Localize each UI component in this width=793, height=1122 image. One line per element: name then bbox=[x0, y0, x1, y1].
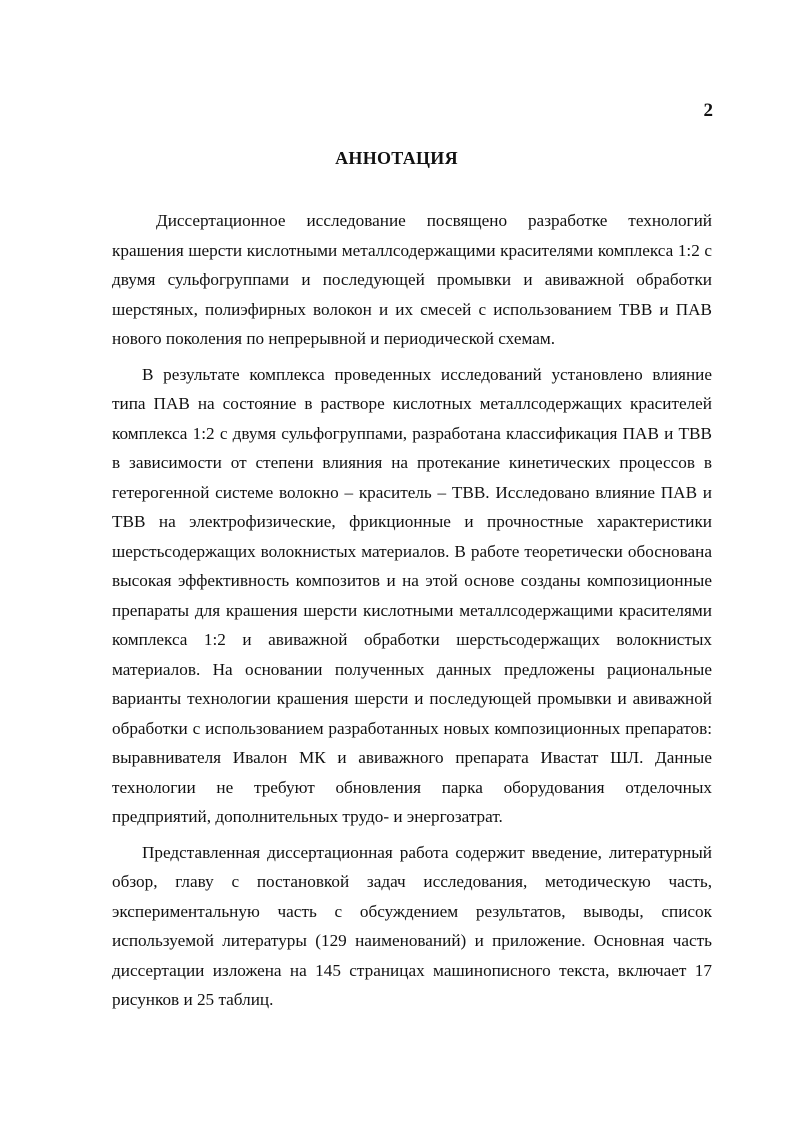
page-title: АННОТАЦИЯ bbox=[335, 148, 458, 168]
annotation-body bbox=[112, 206, 712, 1021]
page-number: 2 bbox=[703, 100, 713, 121]
paragraph-results: В результате комплекса проведенных исследований установлено влияние типа ПАВ на состояние в растворе кислотных металлсодержащих красителей комплекса 1:2 с двумя сульфогруппами, разработана классификация ПАВ и ТВВ в зависимости от степени влияния на протекание кинетических процессов в гетерогенной системе волокно – краситель – ТВВ. Исследовано влияние ПАВ и ТВВ на электрофизические, фрикционные и прочностные характеристики шерстьсодержащих волокнистых материалов. В работе теоретически обоснована высокая эффективность композитов и на этой основе созданы композиционные препараты для крашения шерсти кислотными металлсодержащими красителями комплекса 1:2 и авиважной обработки шерстьсодержащих волокнистых материалов. На основании полученных данных предложены рациональные варианты технологии крашения шерсти и последующей промывки и авиважной обработки с использованием разработанных новых композиционных препаратов: выравнивателя Ивалон МК и авиважного препарата Ивастат ШЛ. Данные технологии не требуют обновления парка оборудования отделочных предприятий, дополнительных трудо- и энергозатрат. bbox=[112, 364, 712, 826]
paragraph-intro: Диссертационное исследование посвящено разработке технологий крашения шерсти кислотными металлсодержащими красителями комплекса 1:2 с двумя сульфогруппами и последующей промывки и авиважной обработки шерстяных, полиэфирных волокон и их смесей с использованием ТВВ и ПАВ нового поколения по непрерывной и периодической схемам. bbox=[112, 211, 712, 348]
paragraph-structure: Представленная диссертационная работа содержит введение, литературный обзор, главу с постановкой задач исследования, методическую часть, экспериментальную часть с обсуждением результатов, выводы, список используемой литературы (129 наименований) и приложение. Основная часть диссертации изложена на 145 страницах машинописного текста, включает 17 рисунков и 25 таблиц. bbox=[112, 842, 712, 1009]
